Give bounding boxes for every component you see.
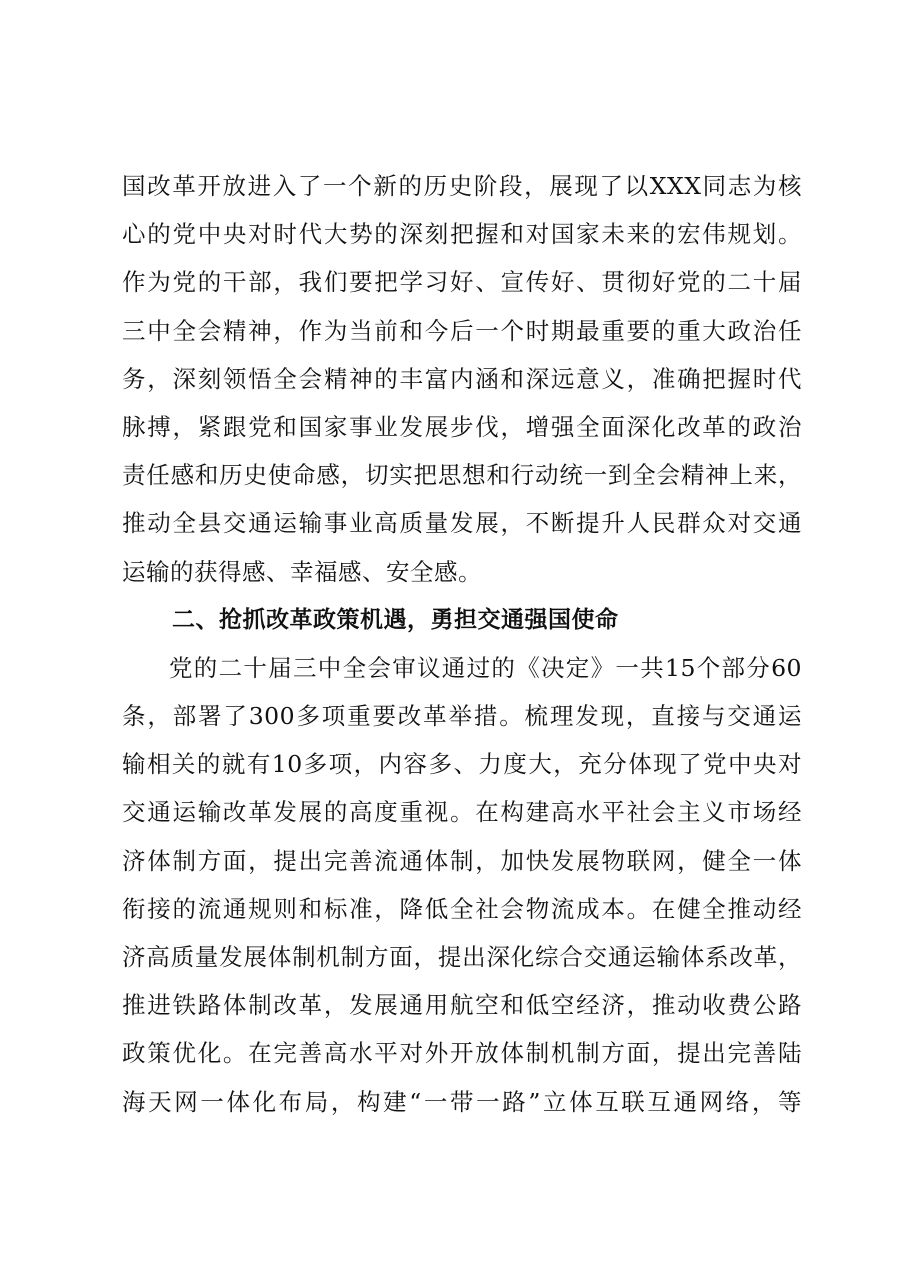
paragraph-2-line: 政策优化。在完善高水平对外开放体制机制方面，提出完善陆	[122, 1039, 802, 1068]
paragraph-2-line: 济体制方面，提出完善流通体制，加快发展物联网，健全一体	[122, 846, 802, 875]
paragraph-1-line: 脉搏，紧跟党和国家事业发展步伐，增强全面深化改革的政治	[122, 412, 802, 441]
section-heading: 二、抢抓改革政策机遇，勇担交通强国使命	[172, 606, 619, 633]
paragraph-1-line: 国改革开放进入了一个新的历史阶段，展现了以XXX同志为核	[122, 172, 802, 200]
paragraph-1-line: 责任感和历史使命感，切实把思想和行动统一到全会精神上来，	[122, 461, 802, 490]
paragraph-2-line: 输相关的就有10多项，内容多、力度大，充分体现了党中央对	[122, 750, 802, 779]
paragraph-1-line: 作为党的干部，我们要把学习好、宣传好、贯彻好党的二十届	[122, 268, 802, 297]
paragraph-1-line: 务，深刻领悟全会精神的丰富内涵和深远意义，准确把握时代	[122, 364, 802, 393]
paragraph-2-line: 推进铁路体制改革，发展通用航空和低空经济，推动收费公路	[122, 991, 802, 1020]
paragraph-2-line: 济高质量发展体制机制方面，提出深化综合交通运输体系改革，	[122, 943, 802, 971]
paragraph-1-line: 推动全县交通运输事业高质量发展，不断提升人民群众对交通	[122, 509, 802, 538]
paragraph-2-line: 海天网一体化布局，构建“一带一路”立体互联互通网络，等	[122, 1087, 802, 1116]
paragraph-1-line: 心的党中央对时代大势的深刻把握和对国家未来的宏伟规划。	[122, 220, 802, 249]
paragraph-2-line: 条，部署了300多项重要改革举措。梳理发现，直接与交通运	[122, 702, 802, 731]
paragraph-1-line: 运输的获得感、幸福感、安全感。	[122, 557, 482, 586]
paragraph-2-line: 党的二十届三中全会审议通过的《决定》一共15个部分60	[169, 653, 802, 682]
document-body	[122, 162, 802, 1126]
paragraph-1-line: 三中全会精神，作为当前和今后一个时期最重要的重大政治任	[122, 316, 802, 345]
paragraph-2-line: 交通运输改革发展的高度重视。在构建高水平社会主义市场经	[122, 798, 802, 827]
paragraph-2-line: 衔接的流通规则和标准，降低全社会物流成本。在健全推动经	[122, 894, 802, 923]
